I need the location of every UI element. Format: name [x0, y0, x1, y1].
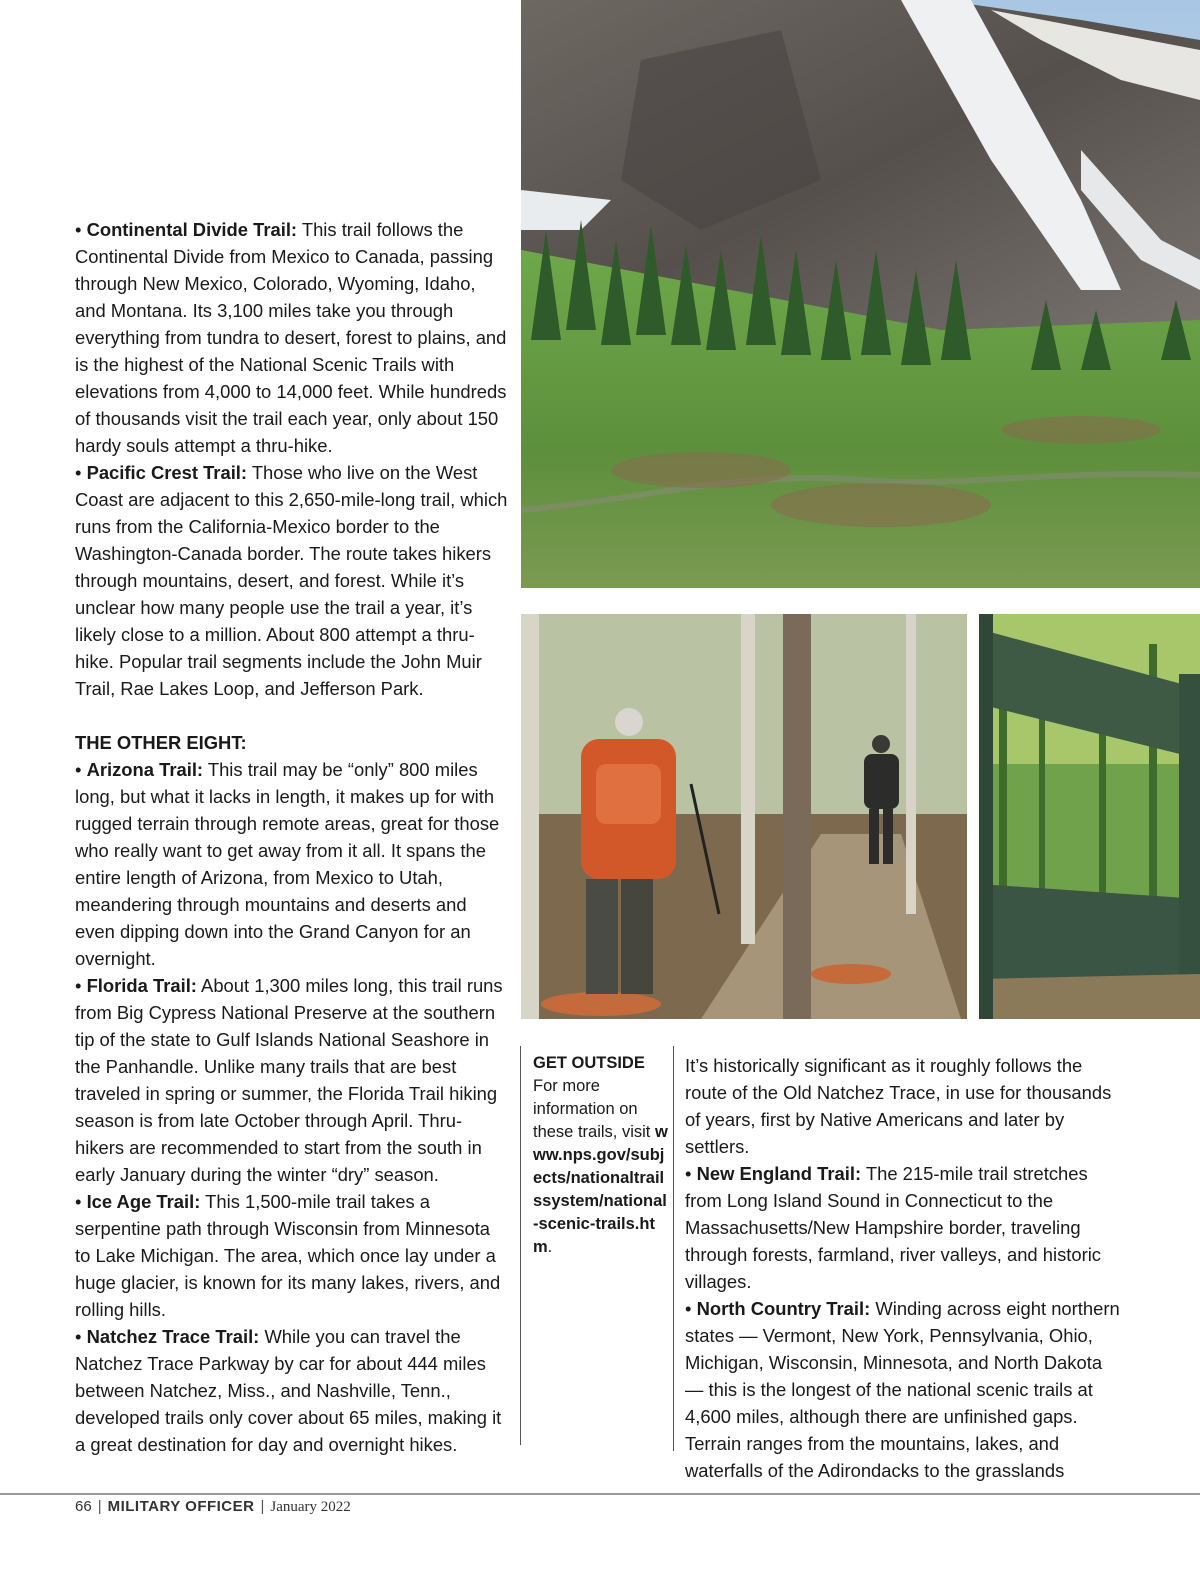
wooden-fence-photo [979, 614, 1200, 1019]
trail-paragraph: • Florida Trail: About 1,300 miles long, this trail runs from Big Cypress National Preserve at the southern tip of the state to Gulf Islands National Seashore in the Panhandle. Unlike many trails that are best traveled in spring or summer, the Florida Trail hiking season is from late October through April. Thru-hikers are recommended to start from the south in early January during the winter “dry” season. [75, 975, 503, 1185]
get-outside-sidebar [533, 1052, 668, 1259]
trail-paragraph: • Ice Age Trail: This 1,500-mile trail takes a serpentine path through Wisconsin from Minnesota to Lake Michigan. The area, which once lay under a huge glacier, is known for its many lakes, rivers, and rolling hills. [75, 1191, 501, 1320]
trail-name: Pacific Crest Trail: [86, 462, 248, 483]
sidebar-right-rule [673, 1046, 674, 1451]
trail-paragraph: • North Country Trail: Winding across eight northern states — Vermont, New York, Pennsylvania, Ohio, Michigan, Wisconsin, Minnesota, and North Dakota — this is the longest of the national scenic trails at 4,600 miles, although there are unfinished gaps. Terrain ranges from the mountains, lakes, and waterfalls of the Adirondacks to the grasslands [685, 1298, 1120, 1481]
trail-name: North Country Trail: [696, 1298, 871, 1319]
trail-paragraph: • Natchez Trace Trail: While you can travel the Natchez Trace Parkway by car for about 444 miles between Natchez, Miss., and Nashville, Tenn., developed trails only cover about 65 miles, making it a great destination for day and overnight hikes. [75, 1326, 502, 1455]
sidebar-text: For more information on these trails, visit www.nps.gov/subjects/nationaltrailssystem/national-scenic-trails.htm. [533, 1077, 668, 1256]
trail-name: Natchez Trace Trail: [86, 1326, 260, 1347]
right-text-column [685, 1052, 1125, 1484]
sidebar-heading: GET OUTSIDE [533, 1054, 645, 1072]
trail-name: Arizona Trail: [86, 759, 204, 780]
page-number: 66 [75, 1498, 92, 1515]
issue-date: January 2022 [270, 1499, 351, 1515]
trail-name: New England Trail: [696, 1163, 862, 1184]
trail-name: Florida Trail: [86, 975, 197, 996]
continued-paragraph: It’s historically significant as it roughly follows the route of the Old Natchez Trace, in use for thousands of years, first by Native Americans and later by settlers. [685, 1055, 1112, 1157]
page-footer: 66 | MILITARY OFFICER | January 2022 [75, 1498, 351, 1515]
magazine-name: MILITARY OFFICER [107, 1498, 255, 1515]
nps-url-link[interactable]: www.nps.gov/subjects/nationaltrailssystem/national-scenic-trails.htm [533, 1123, 668, 1256]
footer-rule [0, 1493, 1200, 1495]
trail-paragraph: • New England Trail: The 215-mile trail stretches from Long Island Sound in Connecticut to the Massachusetts/New Hampshire border, traveling through forests, farmland, river valleys, and historic villages. [685, 1163, 1102, 1292]
trail-paragraph: • Continental Divide Trail: This trail follows the Continental Divide from Mexico to Canada, passing through New Mexico, Colorado, Wyoming, Idaho, and Montana. Its 3,100 miles take you through everything from tundra to desert, forest to plains, and is the highest of the National Scenic Trails with elevations from 4,000 to 14,000 feet. While hundreds of thousands visit the trail each year, only about 150 hardy souls attempt a thru-hike. [75, 219, 507, 456]
trail-paragraph: • Pacific Crest Trail: Those who live on the West Coast are adjacent to this 2,650-mile-long trail, which runs from the California-Mexico border to the Washington-Canada border. The route takes hikers through mountains, desert, and forest. While it’s unclear how many people use the trail a year, it’s likely close to a million. About 800 attempt a thru-hike. Popular trail segments include the John Muir Trail, Rae Lakes Loop, and Jefferson Park. [75, 462, 508, 699]
section-heading: THE OTHER EIGHT: [75, 732, 247, 753]
trail-name: Continental Divide Trail: [86, 219, 298, 240]
trail-paragraph: • Arizona Trail: This trail may be “only” 800 miles long, but what it lacks in length, it makes up for with rugged terrain through remote areas, great for those who really want to get away from it all. It spans the entire length of Arizona, from Mexico to Utah, meandering through mountains and deserts and even dipping down into the Grand Canyon for an overnight. [75, 759, 500, 969]
hikers-forest-photo [521, 614, 967, 1019]
left-text-column [75, 216, 510, 1458]
sidebar-left-rule [520, 1046, 521, 1445]
trail-name: Ice Age Trail: [86, 1191, 201, 1212]
mountain-meadow-photo [521, 0, 1200, 588]
